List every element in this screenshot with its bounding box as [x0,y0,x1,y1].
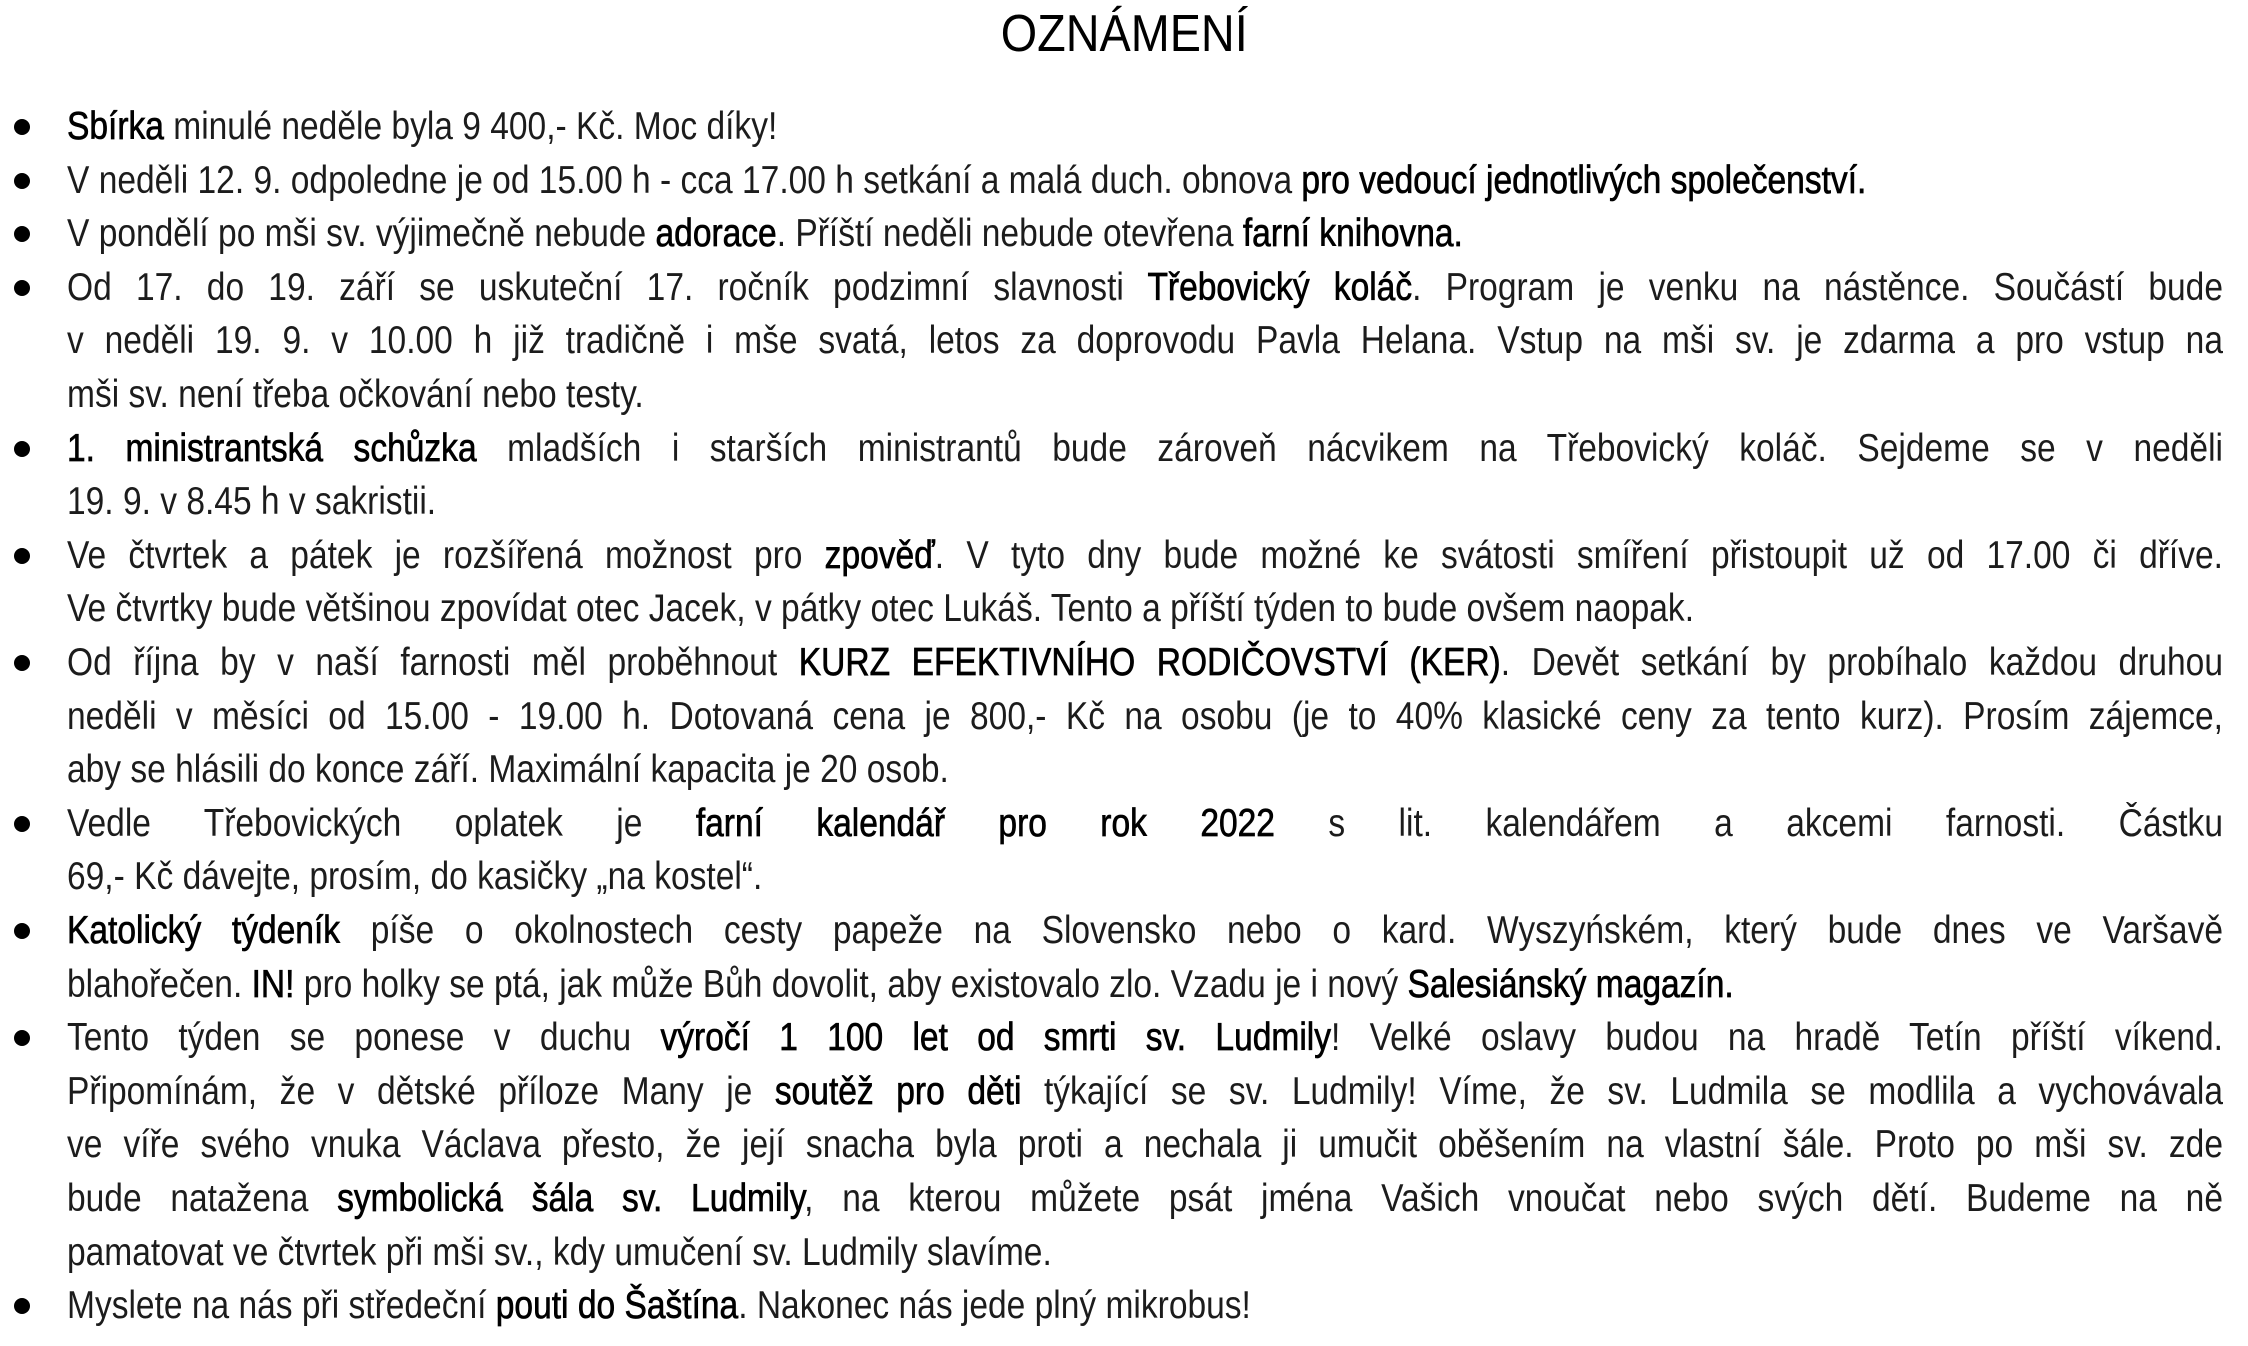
body-text: . V tyto dny bude možné ke svátosti smíření přistoupit už od 17.00 či dříve. [934,533,2223,577]
title-text: OZNÁMENÍ [1000,5,1248,63]
announcement-line [67,207,1463,261]
announcement-line [67,958,1734,1012]
body-text: ! Velké oslavy budou na hradě Tetín příští víkend. [1330,1016,2223,1060]
body-text: Ve čtvrtky bude většinou zpovídat otec Jacek, v pátky otec Lukáš. Tento a příští týden to bude ovšem naopak. [67,587,1695,631]
body-text: V neděli 12. 9. odpoledne je od 15.00 h - cca 17.00 h setkání a malá duch. obnova [67,158,1302,202]
body-text: týkající se sv. Ludmily! Víme, že sv. Ludmila se modlila a vychovávala [1021,1069,2223,1113]
body-text: pro holky se ptá, jak může Bůh dovolit, aby existovalo zlo. Vzadu je i nový [294,962,1408,1006]
bullet-icon [14,280,30,296]
body-text: ve víře svého vnuka Václava přesto, že její snacha byla proti a nechala ji umučit oběšením na vlastní šále. Proto po mši sv. zde [67,1123,2223,1167]
bullet-icon [14,923,30,939]
body-text: 19. 9. v 8.45 h v sakristii. [67,480,437,524]
emphasized-text: Sbírka [67,105,164,148]
announcement-line [67,368,644,422]
emphasized-text: pouti do Šaštína [495,1284,739,1328]
announcement-line [67,100,777,154]
body-text: bude natažena [67,1177,338,1220]
announcement-line [67,314,2223,368]
body-text: 69,- Kč dávejte, prosím, do kasičky „na kostel“. [67,855,763,899]
announcement-line [67,797,2223,851]
announcement-line [67,529,2223,583]
body-text: blahořečen. [67,962,252,1006]
announcement-line [67,154,1866,208]
announcement-line [67,743,949,797]
emphasized-text: 1. ministrantská schůzka [67,426,477,470]
announcement-line [67,690,2223,744]
announcement-line [67,475,436,529]
body-text: v neděli 19. 9. v 10.00 h již tradičně i mše svatá, letos za doprovodu Pavla Helana. Vstup na mši sv. je zdarma a pro vstup na [67,319,2223,363]
body-text: , na kterou můžete psát jména Vašich vnoučat nebo svých dětí. Budeme na ně [804,1177,2223,1220]
bullet-icon [14,441,30,457]
body-text: . Devět setkání by probíhalo každou druhou [1500,641,2223,684]
bullet-icon [14,655,30,671]
body-text: neděli v měsíci od 15.00 - 19.00 h. Dotovaná cena je 800,- Kč na osobu (je to 40% klasické ceny za tento kurz). Prosím zájemce, [67,694,2223,738]
body-text: Myslete na nás při středeční [67,1284,496,1328]
emphasized-text: pro vedoucí jednotlivých společenství. [1301,158,1867,202]
announcement-line [67,1226,1052,1280]
announcement-line [67,1065,2223,1119]
body-text: aby se hlásili do konce září. Maximální kapacita je 20 osob. [67,748,949,792]
body-text: . Nakonec nás jede plný mikrobus! [738,1284,1251,1328]
emphasized-text: Katolický týdeník [67,909,341,952]
emphasized-text: Salesiánský magazín. [1407,962,1734,1006]
body-text: pamatovat ve čtvrtek při mši sv., kdy umučení sv. Ludmily slavíme. [67,1230,1052,1274]
body-text: píše o okolnostech cesty papeže na Slovensko nebo o kard. Wyszyńském, který bude dnes ve Varšavě [340,909,2223,952]
body-text: Vedle Třebovických oplatek je [67,801,696,845]
body-text: s lit. kalendářem a akcemi farnosti. Částku [1274,801,2223,845]
emphasized-text: KURZ EFEKTIVNÍHO RODIČOVSTVÍ (KER) [798,641,1501,684]
announcement-line [67,1279,1251,1333]
body-text: . Příští neděli nebude otevřena [776,212,1243,256]
announcement-line [67,422,2223,476]
announcement-line [67,582,1694,636]
bullet-icon [14,226,30,242]
announcement-line [67,636,2223,690]
emphasized-text: symbolická šála sv. Ludmily [337,1177,805,1220]
emphasized-text: IN! [251,962,295,1006]
bullet-icon [14,1030,30,1046]
announcement-line [67,850,762,904]
bullet-icon [14,119,30,135]
announcement-line [67,904,2223,958]
bullet-icon [14,173,30,189]
bullet-icon [14,1298,30,1314]
page-title [0,6,2248,62]
emphasized-text: adorace [655,212,777,256]
body-text: mši sv. není třeba očkování nebo testy. [67,373,644,416]
emphasized-text: zpověď [824,533,935,577]
announcement-line [67,1172,2223,1226]
body-text: mladších i starších ministrantů bude zároveň nácvikem na Třebovický koláč. Sejdeme se v neděli [476,426,2223,470]
body-text: Od října by v naší farnosti měl proběhnout [67,641,799,684]
emphasized-text: Třebovický koláč [1147,265,1413,309]
body-text: V pondělí po mši sv. výjimečně nebude [67,212,656,256]
emphasized-text: výročí 1 100 let od smrti sv. Ludmily [660,1016,1331,1060]
body-text: Od 17. do 19. září se uskuteční 17. ročník podzimní slavnosti [67,265,1148,309]
emphasized-text: soutěž pro děti [774,1069,1022,1113]
announcement-line [67,261,2223,315]
bullet-icon [14,548,30,564]
body-text: Připomínám, že v dětské příloze Many je [67,1069,775,1113]
body-text: minulé neděle byla 9 400,- Kč. Moc díky! [163,105,778,148]
body-text: Tento týden se ponese v duchu [67,1016,661,1060]
body-text: . Program je venku na nástěnce. Součástí bude [1412,265,2223,309]
bullet-icon [14,816,30,832]
emphasized-text: farní knihovna. [1242,212,1463,256]
announcement-line [67,1011,2223,1065]
body-text: Ve čtvrtek a pátek je rozšířená možnost pro [67,533,825,577]
emphasized-text: farní kalendář pro rok 2022 [695,801,1275,845]
announcement-line [67,1118,2223,1172]
